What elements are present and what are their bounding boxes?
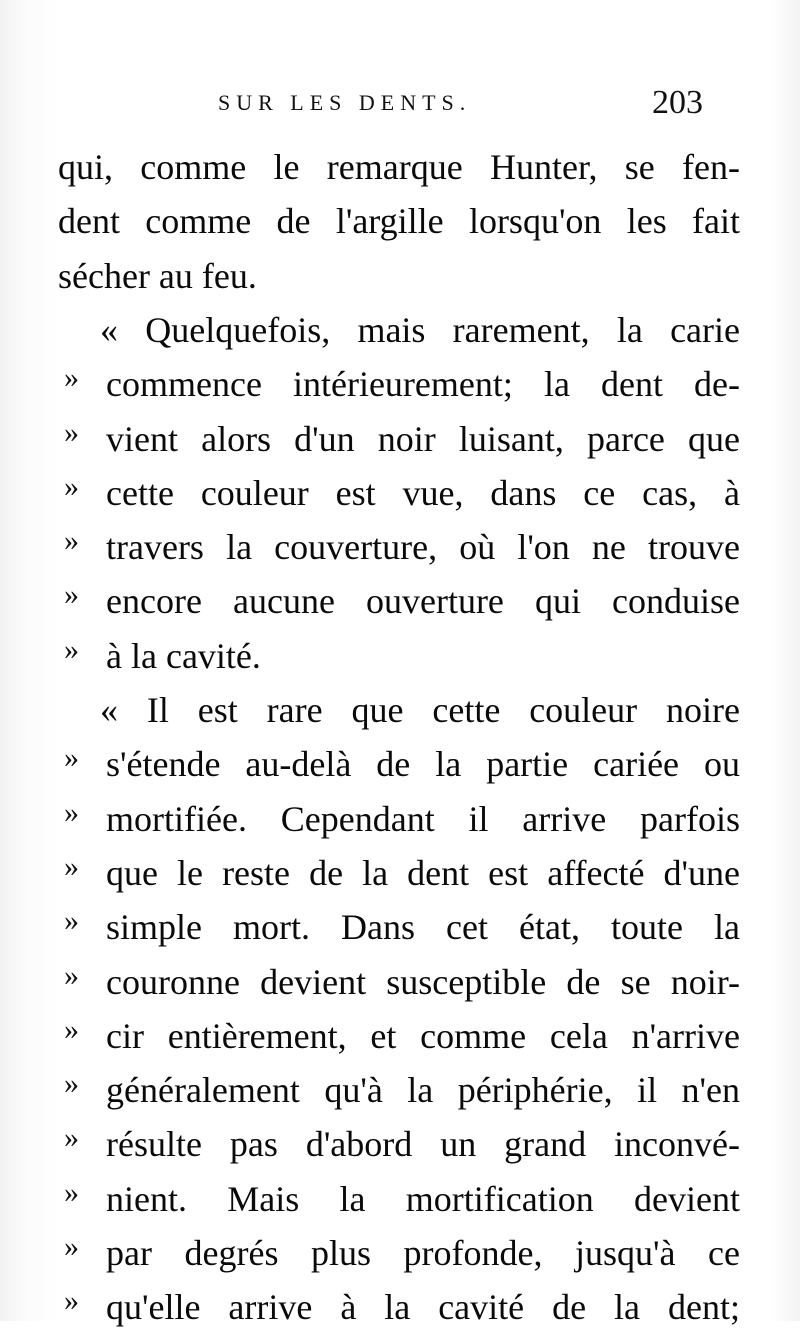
quotation-mark: » <box>64 1012 79 1046</box>
text-line <box>0 466 800 520</box>
text-line <box>0 194 800 248</box>
quotation-mark: » <box>64 904 79 938</box>
line-text: « Il est rare que cette couleur noire <box>100 690 740 730</box>
text-line <box>0 1009 800 1063</box>
text-line <box>0 629 800 683</box>
text-line <box>0 955 800 1009</box>
quotation-mark: » <box>64 1121 79 1155</box>
line-text: généralement qu'à la périphérie, il n'en <box>106 1070 740 1111</box>
line-text: cir entièrement, et comme cela n'arrive <box>106 1015 740 1056</box>
text-line <box>0 846 800 900</box>
text-line <box>0 520 800 574</box>
page-number: 203 <box>652 84 703 121</box>
line-text: cette couleur est vue, dans ce cas, à <box>106 472 740 513</box>
text-line <box>0 900 800 954</box>
line-text: que le reste de la dent est affecté d'une <box>106 852 740 893</box>
line-text: à la cavité. <box>106 635 261 676</box>
text-line <box>0 737 800 791</box>
line-text: couronne devient susceptible de se noir- <box>106 961 740 1002</box>
quotation-mark: » <box>64 1175 79 1209</box>
line-text: sécher au feu. <box>58 255 257 296</box>
text-line <box>0 792 800 846</box>
text-line <box>0 1117 800 1171</box>
quotation-mark: » <box>64 1067 79 1101</box>
line-text: nient. Mais la mortification devient <box>106 1178 740 1219</box>
quotation-mark: » <box>64 632 79 666</box>
line-text: dent comme de l'argille lorsqu'on les fait <box>58 201 740 242</box>
quotation-mark: » <box>64 524 79 558</box>
text-line <box>0 140 800 194</box>
quotation-mark: » <box>64 469 79 503</box>
text-line <box>0 1063 800 1117</box>
line-text: qu'elle arrive à la cavité de la dent; <box>106 1287 740 1328</box>
text-line <box>0 412 800 466</box>
text-line <box>0 303 800 357</box>
page-header <box>0 84 800 134</box>
text-line <box>0 683 800 737</box>
quotation-mark: » <box>64 1230 79 1263</box>
quotation-mark: » <box>64 1284 79 1318</box>
text-line <box>0 1226 800 1280</box>
text-line <box>0 357 800 411</box>
text-line <box>0 574 800 628</box>
line-text: par degrés plus profonde, jusqu'à ce <box>106 1233 740 1273</box>
line-text: s'étende au-delà de la partie cariée ou <box>106 744 740 785</box>
quotation-mark: » <box>64 795 79 829</box>
line-text: mortifiée. Cependant il arrive parfois <box>106 798 740 839</box>
text-line <box>0 1280 800 1334</box>
line-text: résulte pas d'abord un grand inconvé- <box>106 1124 740 1165</box>
text-line <box>0 249 800 303</box>
quotation-mark: » <box>64 578 79 612</box>
line-text: qui, comme le remarque Hunter, se fen- <box>58 147 740 187</box>
text-line <box>0 1172 800 1226</box>
quotation-mark: » <box>64 741 79 775</box>
line-text: commence intérieurement; la dent de- <box>106 364 740 405</box>
quotation-mark: » <box>64 849 79 883</box>
line-text: travers la couverture, où l'on ne trouve <box>106 527 740 568</box>
line-text: simple mort. Dans cet état, toute la <box>106 907 740 948</box>
line-text: encore aucune ouverture qui conduise <box>106 581 740 622</box>
quotation-mark: » <box>64 958 79 992</box>
line-text: vient alors d'un noir luisant, parce que <box>106 418 740 459</box>
quotation-mark: » <box>64 361 79 395</box>
line-text: « Quelquefois, mais rarement, la carie <box>100 309 740 350</box>
quotation-mark: » <box>64 415 79 449</box>
running-title: SUR LES DENTS. <box>218 90 472 115</box>
